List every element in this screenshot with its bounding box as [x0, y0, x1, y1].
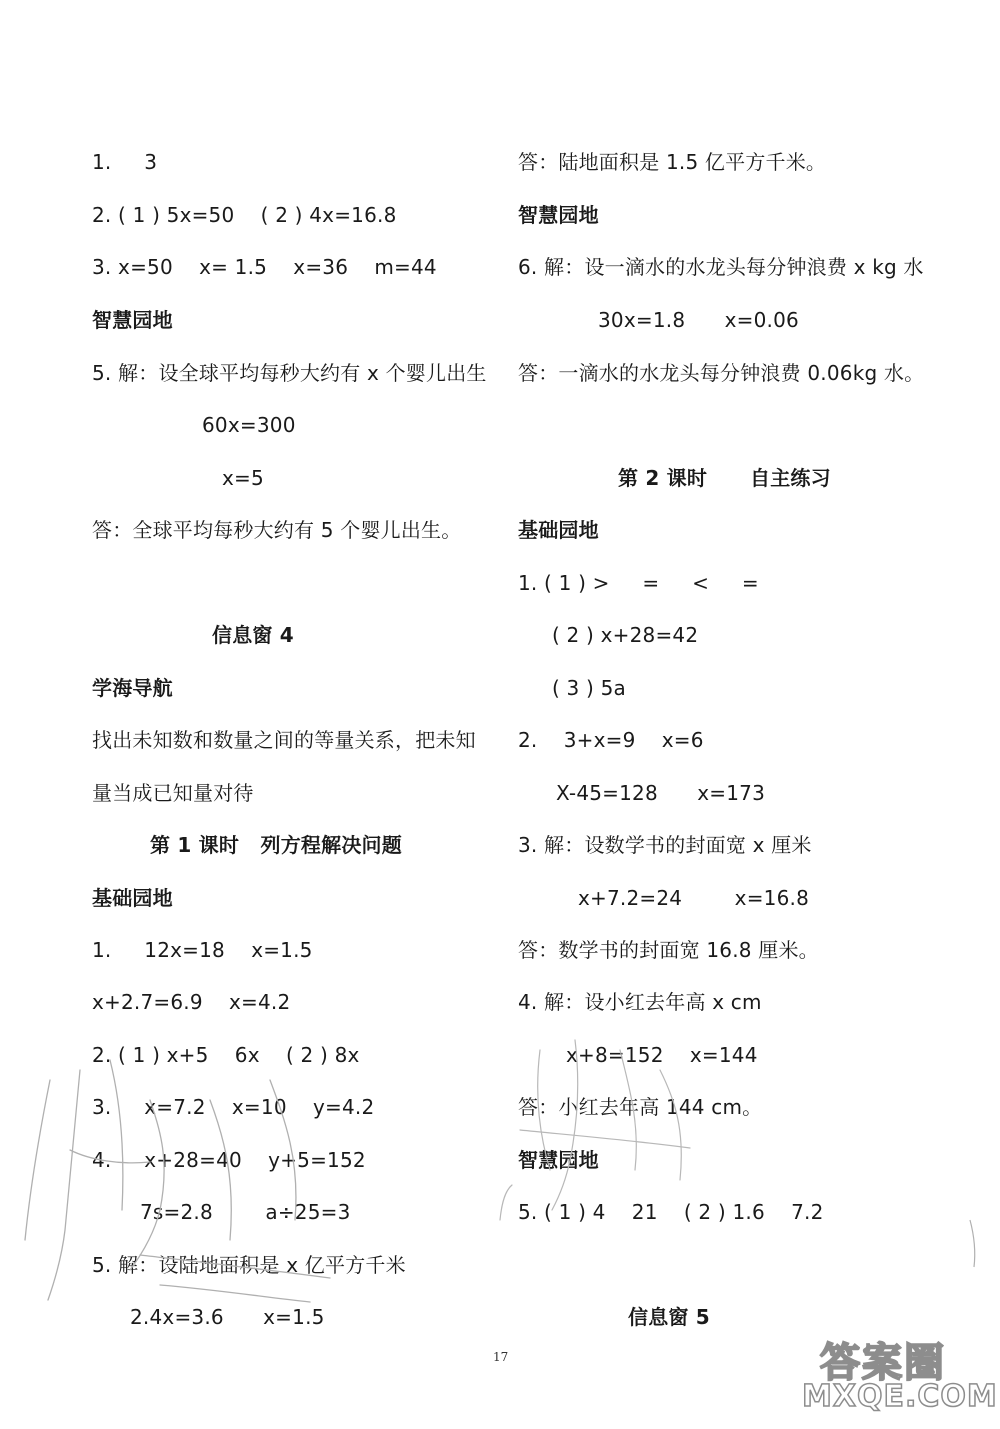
section-heading: 智慧园地 [92, 308, 173, 332]
equation-line: x+7.2=24 x=16.8 [578, 886, 809, 910]
equation-line: x=5 [222, 466, 264, 490]
equation-line: 7s=2.8 a÷25=3 [140, 1200, 351, 1224]
chapter-title: 信息窗 4 [212, 623, 294, 647]
answer-line: 5. 解：设陆地面积是 x 亿平方千米 [92, 1253, 406, 1277]
section-heading: 智慧园地 [518, 1148, 599, 1172]
scribble-marks-left [10, 1040, 340, 1330]
equation-line: X-45=128 x=173 [556, 781, 766, 805]
lesson-title: 第 2 课时 自主练习 [618, 466, 831, 490]
page-number: 17 [493, 1350, 509, 1364]
answer-line: ( 3 ) 5a [552, 676, 626, 700]
equation-line: 2.4x=3.6 x=1.5 [130, 1305, 325, 1329]
answer-line: 答：小红去年高 144 cm。 [518, 1095, 763, 1119]
scribble-mark-edge [930, 1215, 990, 1275]
answer-line: 3. x=7.2 x=10 y=4.2 [92, 1095, 375, 1119]
section-heading: 智慧园地 [518, 203, 599, 227]
answer-line: 6. 解：设一滴水的水龙头每分钟浪费 x kg 水 [518, 255, 924, 279]
answer-line: 2. ( 1 ) 5x=50 ( 2 ) 4x=16.8 [92, 203, 397, 227]
answer-line: ( 2 ) x+28=42 [552, 623, 699, 647]
answer-line: 答：全球平均每秒大约有 5 个婴儿出生。 [92, 518, 462, 542]
section-heading: 基础园地 [92, 886, 173, 910]
answer-line: 5. ( 1 ) 4 21 ( 2 ) 1.6 7.2 [518, 1200, 824, 1224]
answer-line: 1. 12x=18 x=1.5 [92, 938, 313, 962]
paragraph-line: 量当成已知量对待 [92, 781, 254, 805]
lesson-title: 第 1 课时 列方程解决问题 [150, 833, 402, 857]
answer-line: 3. x=50 x= 1.5 x=36 m=44 [92, 255, 437, 279]
section-heading: 学海导航 [92, 676, 173, 700]
paragraph-line: 找出未知数和数量之间的等量关系，把未知 [92, 728, 476, 752]
answer-line: 3. 解：设数学书的封面宽 x 厘米 [518, 833, 812, 857]
answer-line: 4. x+28=40 y+5=152 [92, 1148, 366, 1172]
answer-line: 4. 解：设小红去年高 x cm [518, 990, 762, 1014]
answer-line: 2. ( 1 ) x+5 6x ( 2 ) 8x [92, 1043, 360, 1067]
section-heading: 基础园地 [518, 518, 599, 542]
answer-line: 2. 3+x=9 x=6 [518, 728, 704, 752]
equation-line: x+8=152 x=144 [566, 1043, 758, 1067]
watermark-logo [800, 1331, 998, 1421]
answer-line: 答：陆地面积是 1.5 亿平方千米。 [518, 150, 827, 174]
answer-line: 5. 解：设全球平均每秒大约有 x 个婴儿出生 [92, 361, 487, 385]
answer-line: 答：一滴水的水龙头每分钟浪费 0.06kg 水。 [518, 361, 925, 385]
answer-line: x+2.7=6.9 x=4.2 [92, 990, 291, 1014]
answer-line: 1. ( 1 ) > = < = [518, 571, 759, 595]
answer-line: 答：数学书的封面宽 16.8 厘米。 [518, 938, 819, 962]
answer-line: 1. 3 [92, 150, 158, 174]
chapter-title: 信息窗 5 [628, 1305, 710, 1329]
equation-line: 60x=300 [202, 413, 296, 437]
equation-line: 30x=1.8 x=0.06 [598, 308, 799, 332]
watermark-top-text: 答案圈 [820, 1340, 946, 1386]
watermark-bottom-text: MXQE.COM [802, 1379, 998, 1414]
